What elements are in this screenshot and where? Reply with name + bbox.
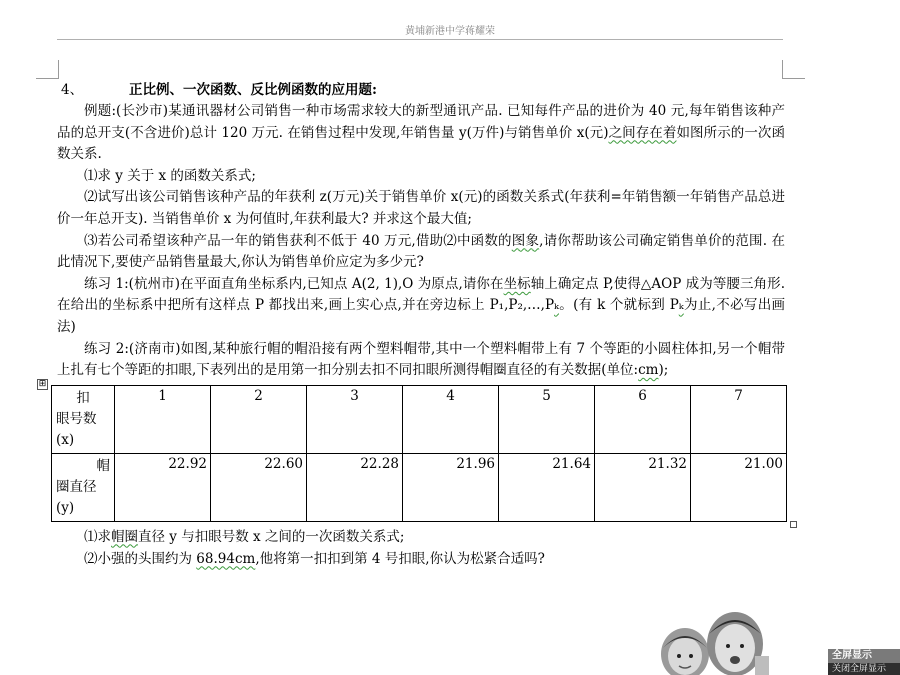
table-cell: 21.96 bbox=[403, 453, 499, 521]
practice-1: 练习 1:(杭州市)在平面直角坐标系内,已知点 A(2, 1),O 为原点,请你在坐标轴上确定点 P,使得△AOP 成为等腰三角形. 在给出的坐标系中把所有这样点 P 都找出来,画上实心点,并在旁边标上 P₁,P₂,…,Pₖ。(有 k 个就标到 Pₖ为止,不必写出画法) bbox=[57, 275, 786, 335]
students-photo bbox=[655, 604, 775, 675]
crop-mark-top-left bbox=[36, 60, 59, 79]
grammar-squiggle: 之间存在着 bbox=[608, 124, 677, 141]
table-cell: 21.00 bbox=[691, 453, 787, 521]
table-cell: 5 bbox=[499, 385, 595, 453]
page-header: 黄埔新港中学蒋耀荣 bbox=[405, 26, 495, 37]
example-intro: 例题:(长沙市)某通讯器材公司销售一种市场需求较大的新型通讯产品. 已知每件产品的进价为 40 元,每年销售该种产品的总开支(不含进价)总计 120 万元. 在销售过程中发现,年销售量 y(万件)与销售单价 x(元)之间存在着如图所示的一次函数关系. bbox=[57, 103, 786, 163]
example-question-3: ⑶若公司希望该种产品一年的销售获利不低于 40 万元,借助⑵中函数的图象,请你帮助该公司确定销售单价的范围. 在此情况下,要使产品销售量最大,你认为销售单价应定为多少元? bbox=[57, 232, 785, 271]
example-question-2: ⑵试写出该公司销售该种产品的年获利 z(万元)关于销售单价 x(元)的函数关系式(年获利=年销售额一年销售产品总进价一年总开支). 当销售单价 x 为何值时,年获利最大? 并求这个最大值; bbox=[57, 189, 785, 227]
table-row-y bbox=[52, 453, 787, 521]
data-table-wrapper bbox=[38, 378, 785, 522]
row-header-y: 帽 圈直径 (y) bbox=[52, 453, 115, 521]
header-rule bbox=[57, 39, 783, 40]
table-cell: 22.92 bbox=[115, 453, 211, 521]
document-body bbox=[38, 80, 786, 570]
crop-mark-top-right bbox=[782, 60, 805, 79]
table-cell: 22.28 bbox=[307, 453, 403, 521]
follow-up-question-2: ⑵小强的头围约为 68.94cm,他将第一扣扣到第 4 号扣眼,你认为松紧合适吗? bbox=[84, 550, 545, 567]
table-move-handle-icon[interactable]: ⊞ bbox=[38, 378, 47, 389]
grammar-squiggle: cm bbox=[638, 362, 659, 379]
table-cell: 3 bbox=[307, 385, 403, 453]
data-table bbox=[51, 385, 787, 522]
table-row-x bbox=[52, 385, 787, 453]
follow-up-questions bbox=[57, 526, 785, 570]
fullscreen-panel bbox=[828, 649, 900, 675]
follow-up-question-1: ⑴求帽圈直径 y 与扣眼号数 x 之间的一次函数关系式; bbox=[84, 528, 405, 545]
table-cell: 7 bbox=[691, 385, 787, 453]
table-cell: 4 bbox=[403, 385, 499, 453]
grammar-squiggle: 坐标 bbox=[503, 275, 531, 292]
table-cell: 21.64 bbox=[499, 453, 595, 521]
grammar-squiggle: 68.94cm bbox=[196, 550, 256, 567]
grammar-squiggle: 图象 bbox=[511, 232, 540, 249]
grammar-squiggle: ₖ bbox=[678, 297, 684, 314]
row-header-x: 扣 眼号数 (x) bbox=[52, 385, 115, 453]
fullscreen-button[interactable]: 全屏显示 bbox=[828, 649, 900, 663]
practice-2: 练习 2:(济南市)如图,某种旅行帽的帽沿接有两个塑料帽带,其中一个塑料帽带上有 7 个等距的小圆柱体扣,另一个帽带上扎有七个等距的扣眼,下表列出的是用第一扣分别去扣不同扣眼所测得帽圈直径的有关数据(单位:cm); bbox=[57, 340, 785, 379]
grammar-squiggle: 帽圈 bbox=[111, 528, 138, 545]
table-cell: 22.60 bbox=[211, 453, 307, 521]
example-question-1: ⑴求 y 关于 x 的函数关系式; bbox=[84, 167, 256, 184]
grammar-squiggle: ₖ bbox=[554, 297, 559, 314]
table-cell: 1 bbox=[115, 385, 211, 453]
close-fullscreen-button[interactable]: 关闭全屏显示 bbox=[832, 664, 887, 674]
section-title-text: 正比例、一次函数、反比例函数的应用题: bbox=[129, 82, 377, 98]
table-resize-handle[interactable] bbox=[790, 521, 797, 528]
section-title bbox=[57, 80, 785, 101]
section-number: 4、 bbox=[61, 82, 84, 98]
table-cell: 2 bbox=[211, 385, 307, 453]
table-cell: 6 bbox=[595, 385, 691, 453]
table-cell: 21.32 bbox=[595, 453, 691, 521]
